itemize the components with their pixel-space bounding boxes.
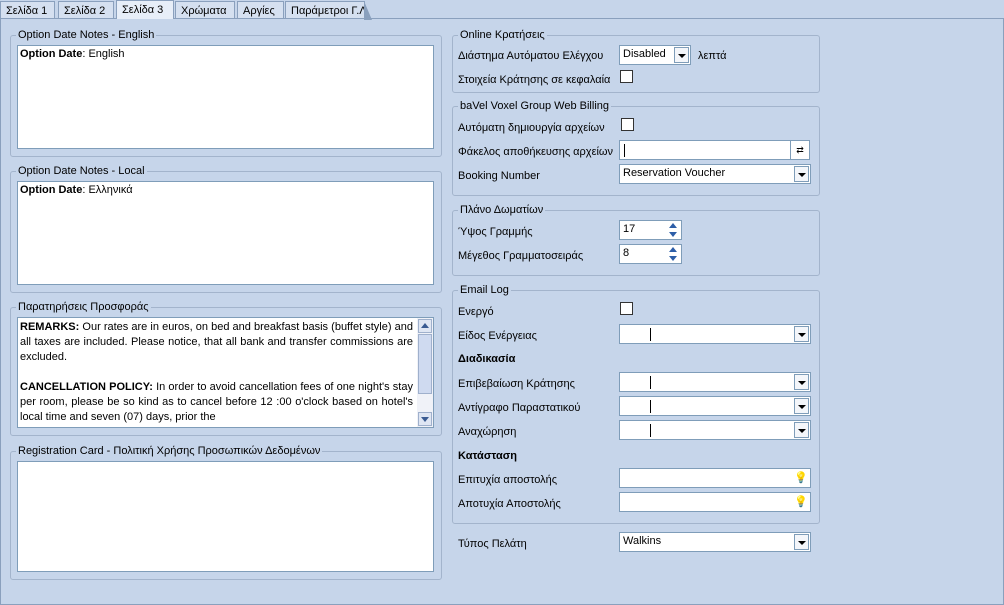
success-color-input[interactable]: [619, 468, 811, 488]
text-cursor: [650, 328, 651, 341]
active-checkbox[interactable]: [620, 302, 633, 315]
memo-text: : Ελληνικά: [82, 184, 133, 196]
memo-bold-label: Option Date: [20, 48, 83, 60]
scroll-down-icon[interactable]: [418, 412, 432, 426]
text-cursor: [624, 144, 625, 157]
interval-unit: λεπτά: [698, 50, 727, 62]
group-title: Παρατηρήσεις Προσφοράς: [18, 301, 149, 313]
auto-create-label: Αυτόματη δημιουργία αρχείων: [458, 122, 605, 134]
auto-create-checkbox[interactable]: [621, 118, 634, 131]
folder-label: Φάκελος αποθήκευσης αρχείων: [458, 146, 614, 158]
chevron-down-icon[interactable]: [794, 166, 809, 182]
tab-page-3[interactable]: [116, 0, 174, 19]
action-type-select[interactable]: [619, 324, 811, 344]
row-height-value: 17: [623, 223, 636, 235]
tab-label: Σελίδα 3: [122, 4, 164, 16]
scroll-up-icon[interactable]: [418, 319, 432, 333]
customer-type-value: Walkins: [623, 535, 662, 547]
option-local-memo[interactable]: [17, 181, 434, 285]
remarks-paragraph: [20, 320, 413, 365]
font-size-value: 8: [623, 247, 630, 259]
departure-label: Αναχώρηση: [458, 426, 517, 438]
memo-bold-label: Option Date: [20, 184, 83, 196]
status-header: Κατάσταση: [458, 450, 517, 462]
remarks-memo[interactable]: [17, 317, 434, 428]
group-title: Πλάνο Δωματίων: [460, 204, 544, 216]
text-cursor: [650, 400, 651, 413]
text-cursor: [650, 424, 651, 437]
row-height-spinner[interactable]: [619, 220, 682, 240]
tab-page-1[interactable]: [0, 1, 55, 19]
group-title: Registration Card - Πολιτική Χρήσης Προσωπικών Δεδομένων: [18, 445, 321, 457]
chevron-down-icon[interactable]: [794, 326, 809, 342]
browse-folder-icon[interactable]: ⇄: [790, 140, 810, 160]
tab-colors[interactable]: [175, 1, 235, 19]
chevron-down-icon[interactable]: [674, 47, 689, 63]
confirm-select[interactable]: [619, 372, 811, 392]
active-label: Ενεργό: [458, 306, 494, 318]
caps-label: Στοιχεία Κράτησης σε κεφαλαία: [458, 74, 611, 86]
remarks-heading: REMARKS:: [20, 321, 80, 333]
interval-label: Διάστημα Αυτόματου Ελέγχου: [458, 50, 604, 62]
text-cursor: [650, 376, 651, 389]
tab-page-2[interactable]: [58, 1, 114, 19]
invoice-copy-label: Αντίγραφο Παραστατικού: [458, 402, 581, 414]
tab-label: Σελίδα 1: [6, 5, 48, 17]
group-title: Email Log: [460, 284, 509, 296]
caps-checkbox[interactable]: [620, 70, 633, 83]
failure-label: Αποτυχία Αποστολής: [458, 498, 561, 510]
customer-type-label: Τύπος Πελάτη: [458, 538, 527, 550]
group-title: Option Date Notes - Local: [18, 165, 145, 177]
tab-gl-parameters[interactable]: [285, 1, 365, 19]
remarks-scrollbar[interactable]: [417, 318, 433, 427]
option-english-memo[interactable]: [17, 45, 434, 149]
chevron-down-icon[interactable]: [794, 422, 809, 438]
registration-memo[interactable]: [17, 461, 434, 572]
tab-label: Παράμετροι Γ.Λ: [291, 5, 367, 17]
tab-holidays[interactable]: [237, 1, 284, 19]
success-label: Επιτυχία αποστολής: [458, 474, 558, 486]
lightbulb-icon[interactable]: 💡: [794, 496, 808, 508]
invoice-copy-select[interactable]: [619, 396, 811, 416]
failure-color-input[interactable]: [619, 492, 811, 512]
booking-number-label: Booking Number: [458, 170, 540, 182]
procedure-header: Διαδικασία: [458, 353, 516, 365]
cancellation-paragraph: [20, 380, 413, 425]
folder-input[interactable]: [619, 140, 791, 160]
font-size-spinner[interactable]: [619, 244, 682, 264]
spinner-icon[interactable]: [667, 245, 681, 263]
tab-label: Σελίδα 2: [64, 5, 106, 17]
spinner-icon[interactable]: [667, 221, 681, 239]
chevron-down-icon[interactable]: [794, 374, 809, 390]
scroll-thumb[interactable]: [418, 334, 432, 394]
tab-label: Χρώματα: [181, 5, 227, 17]
chevron-down-icon[interactable]: [794, 398, 809, 414]
booking-number-value: Reservation Voucher: [623, 167, 726, 179]
font-size-label: Μέγεθος Γραμματοσειράς: [458, 250, 584, 262]
lightbulb-icon[interactable]: 💡: [794, 472, 808, 484]
group-title: Online Κρατήσεις: [460, 29, 545, 41]
customer-type-select[interactable]: [619, 532, 811, 552]
remarks-text: Our rates are in euros, on bed and breakfast basis (buffet style) and all taxes are included. Please notice, that all bank and transfer commissions are excluded.: [20, 321, 413, 363]
interval-select[interactable]: [619, 45, 691, 65]
booking-number-select[interactable]: [619, 164, 811, 184]
group-title: Option Date Notes - English: [18, 29, 155, 41]
interval-value: Disabled: [623, 48, 666, 60]
row-height-label: Ύψος Γραμμής: [458, 226, 533, 238]
tab-label: Αργίες: [243, 5, 275, 17]
confirm-label: Επιβεβαίωση Κράτησης: [458, 378, 575, 390]
action-type-label: Είδος Ενέργειας: [458, 330, 537, 342]
tab-bar: [0, 0, 1004, 19]
memo-text: : English: [82, 48, 125, 60]
departure-select[interactable]: [619, 420, 811, 440]
cancellation-heading: CANCELLATION POLICY:: [20, 381, 153, 393]
cancellation-text: In order to avoid cancellation fees of one night's stay per room, please be so kind as to cancel before 12 :00 o'clock based on hotel's local time and seven (07) days, prior the: [20, 381, 413, 423]
paragraph-spacer: [20, 365, 413, 380]
chevron-down-icon[interactable]: [794, 534, 809, 550]
group-title: baVel Voxel Group Web Billing: [460, 100, 609, 112]
